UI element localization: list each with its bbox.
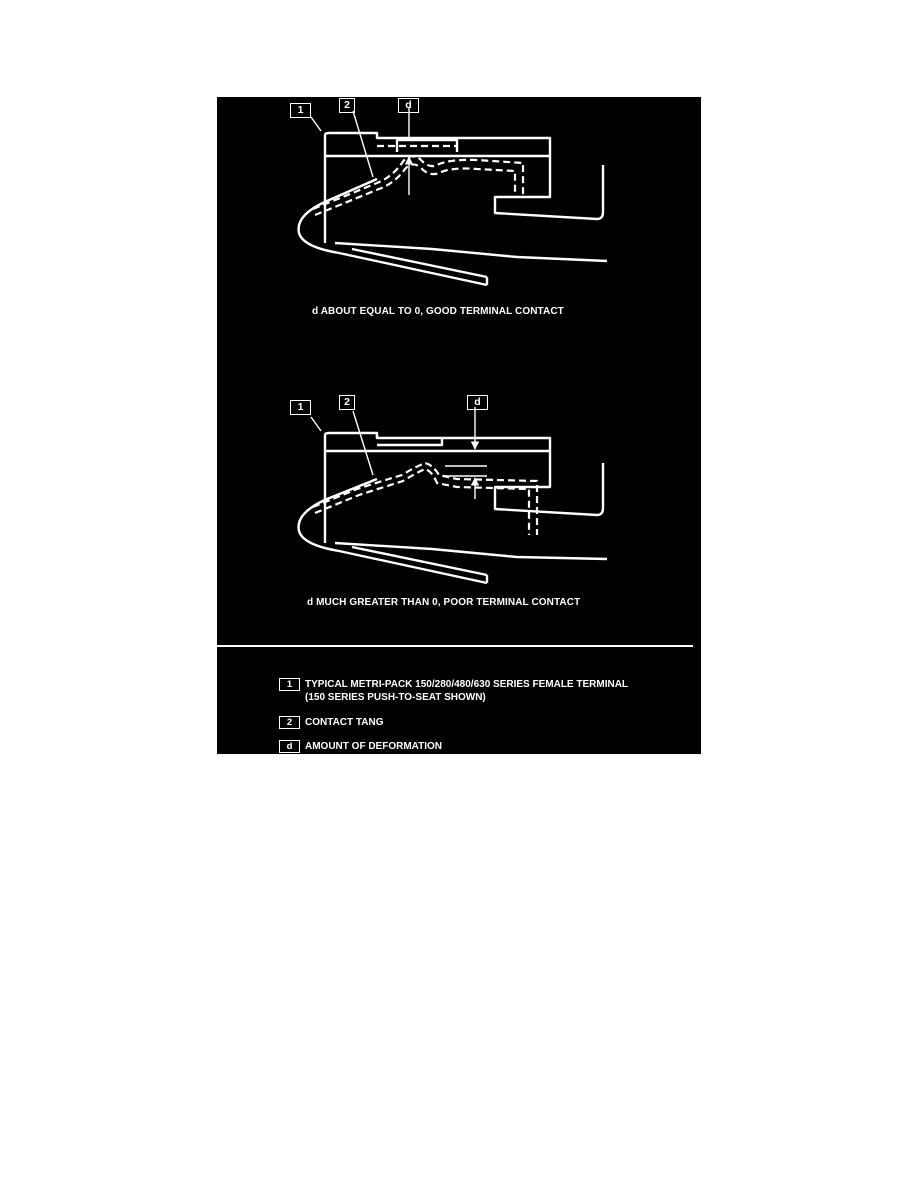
tang-curl bbox=[299, 179, 487, 285]
good-contact-drawing bbox=[299, 133, 607, 285]
poor-leader-lines bbox=[311, 411, 373, 475]
terminal-diagram bbox=[217, 97, 701, 754]
poor-contact-tang bbox=[313, 463, 537, 535]
callout-terminal-top: 1 bbox=[290, 103, 311, 118]
terminal-window bbox=[377, 435, 442, 445]
legend-key-terminal: 1 bbox=[279, 678, 300, 691]
legend-key-tang: 2 bbox=[279, 716, 300, 729]
poor-deformation-indicator bbox=[445, 407, 487, 499]
caption-good-contact: d ABOUT EQUAL TO 0, GOOD TERMINAL CONTACT bbox=[312, 306, 564, 317]
tang-curl bbox=[299, 479, 487, 583]
callout-terminal-bottom: 1 bbox=[290, 400, 311, 415]
terminal-drawings bbox=[217, 97, 701, 754]
legend-label-terminal: TYPICAL METRI-PACK 150/280/480/630 SERIES FEMALE TERMINAL (150 SERIES PUSH-TO-SEAT SHOWN) bbox=[305, 679, 629, 703]
terminal-lower-line bbox=[335, 243, 607, 261]
callout-deformation-top: d bbox=[398, 98, 419, 113]
callout-tang-top: 2 bbox=[339, 98, 355, 113]
legend-label-tang: CONTACT TANG bbox=[305, 717, 384, 728]
callout-deformation-bottom: d bbox=[467, 395, 488, 410]
caption-poor-contact: d MUCH GREATER THAN 0, POOR TERMINAL CONTACT bbox=[307, 597, 581, 608]
good-leader-lines bbox=[311, 111, 373, 177]
legend-divider bbox=[217, 645, 693, 647]
callout-tang-bottom: 2 bbox=[339, 395, 355, 410]
poor-contact-drawing bbox=[299, 433, 607, 583]
legend-label-deformation: AMOUNT OF DEFORMATION bbox=[305, 741, 443, 752]
legend-key-deformation: d bbox=[279, 740, 300, 753]
